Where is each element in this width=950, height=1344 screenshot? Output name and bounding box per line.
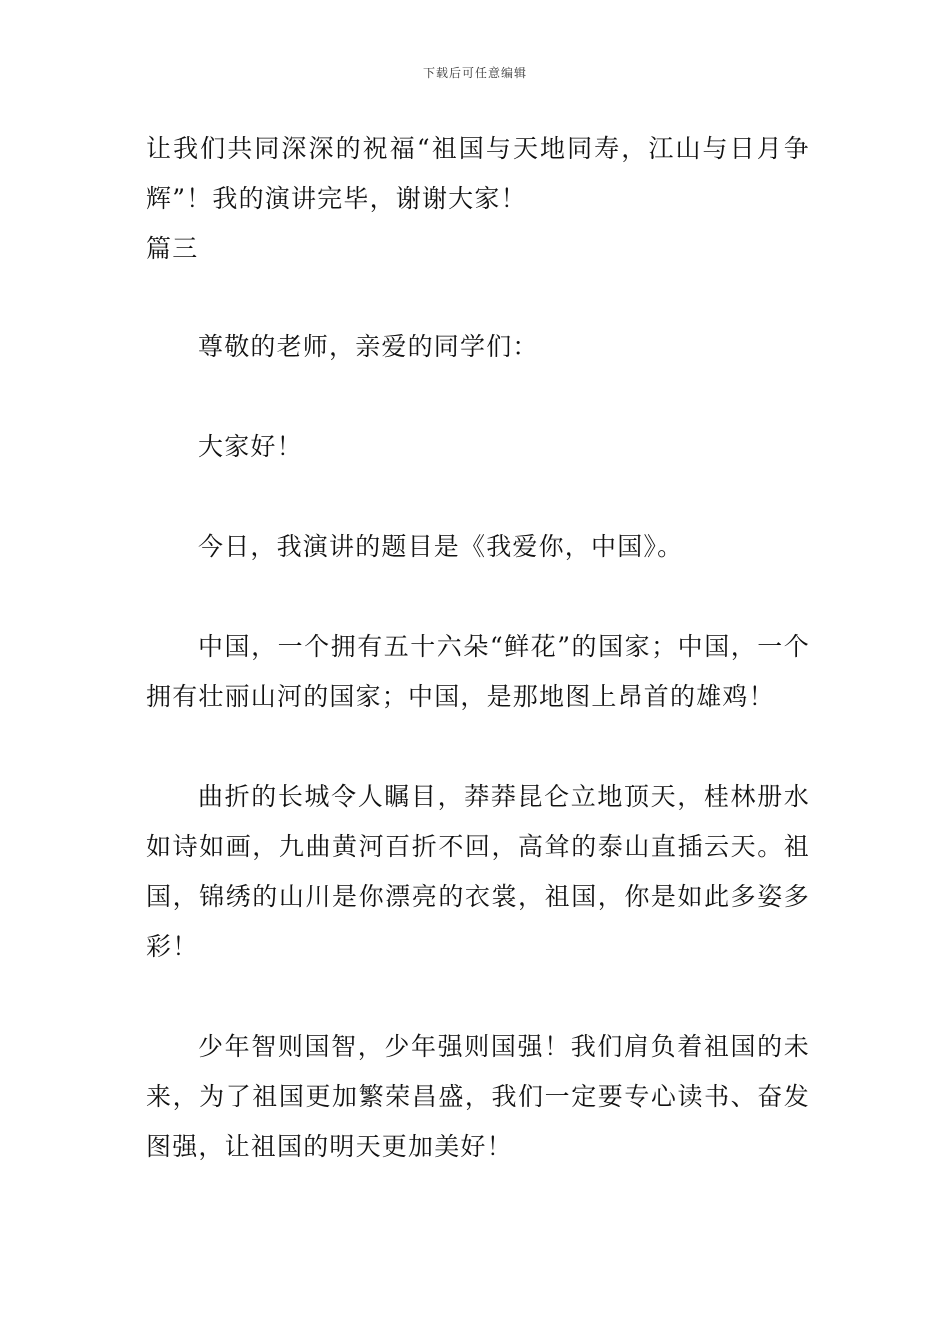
paragraph-china-intro: 中国，一个拥有五十六朵“鲜花”的国家；中国，一个拥有壮丽山河的国家；中国，是那地图上昂首的雄鸡！ bbox=[146, 632, 810, 711]
paragraph-topic: 今日，我演讲的题目是《我爱你，中国》。 bbox=[198, 532, 684, 561]
paragraph-youth: 少年智则国智，少年强则国强！我们肩负着祖国的未来，为了祖国更加繁荣昌盛，我们一定要专心读书、奋发图强，让祖国的明天更加美好！ bbox=[146, 1032, 810, 1161]
document-body bbox=[146, 124, 810, 1172]
paragraph-landscape: 曲折的长城令人瞩目，莽莽昆仑立地顶天，桂林册水如诗如画，九曲黄河百折不回，高耸的泰山直插云天。祖国，锦绣的山川是你漂亮的衣裳，祖国，你是如此多姿多彩！ bbox=[146, 782, 810, 961]
paragraph-greeting: 大家好！ bbox=[198, 432, 303, 461]
paragraph-salutation: 尊敬的老师，亲爱的同学们： bbox=[198, 332, 539, 361]
section-title: 篇三 bbox=[146, 234, 199, 263]
page-header-note: 下载后可任意编辑 bbox=[422, 66, 527, 80]
continued-paragraph: 让我们共同深深的祝福“祖国与天地同寿，江山与日月争辉”！我的演讲完毕，谢谢大家！ bbox=[146, 134, 810, 213]
